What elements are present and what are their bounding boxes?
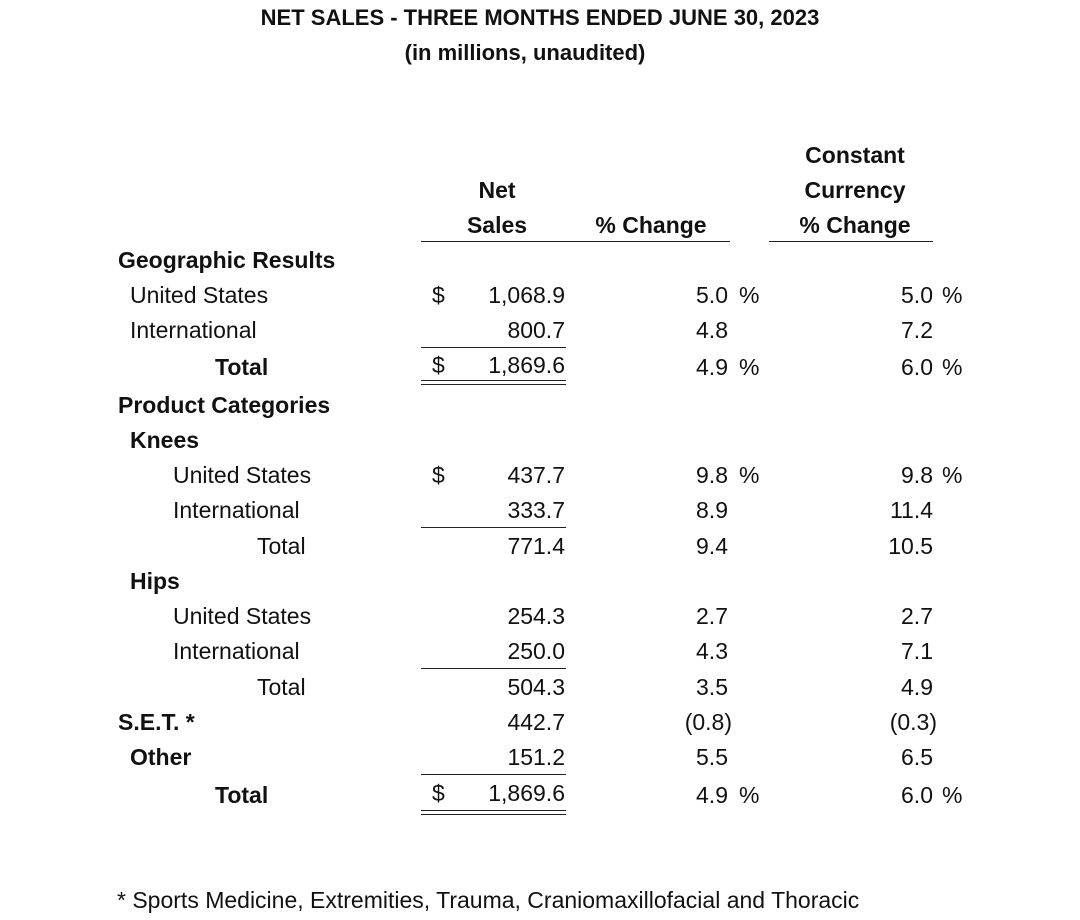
percent-sign: % [942, 282, 963, 308]
row-label: International [173, 497, 300, 523]
header-underline-cc [769, 241, 933, 242]
header-constant-currency-line1: Constant [805, 142, 905, 168]
cc-pct-change-value: 11.4 [889, 497, 933, 523]
header-underline [421, 241, 730, 242]
cc-pct-change-value: 6.0 [901, 354, 933, 380]
cc-pct-change-value: 6.0 [901, 782, 933, 808]
pct-change-value: 4.8 [696, 317, 728, 343]
header-net-sales-line2: Sales [466, 212, 528, 238]
header-pct-change: % Change [595, 212, 707, 238]
net-sales-value: 771.4 [507, 533, 565, 559]
footnote: * Sports Medicine, Extremities, Trauma, Craniomaxillofacial and Thoracic [117, 887, 860, 913]
row-label-total: Total [215, 354, 269, 380]
net-sales-value: 437.7 [507, 462, 565, 488]
report-title: NET SALES - THREE MONTHS ENDED JUNE 30, 2023 [260, 5, 820, 30]
currency-symbol: $ [432, 282, 445, 308]
net-sales-value: 151.2 [507, 744, 565, 770]
row-label: International [173, 638, 300, 664]
percent-sign: % [739, 282, 760, 308]
row-label: United States [173, 603, 312, 629]
row-label: United States [173, 462, 312, 488]
net-sales-value: 254.3 [507, 603, 565, 629]
total-double-rule [421, 380, 566, 385]
cc-pct-change-value: 10.5 [888, 533, 933, 559]
subtotal-rule [421, 527, 566, 528]
cc-pct-change-value: 5.0 [901, 282, 933, 308]
net-sales-value: 1,869.6 [488, 780, 565, 806]
cc-pct-change-value: 6.5 [901, 744, 933, 770]
row-label-grand-total: Total [215, 782, 269, 808]
pct-change-value: 3.5 [696, 674, 728, 700]
row-label-other: Other [130, 744, 192, 770]
percent-sign: % [942, 462, 963, 488]
pct-change-value: 4.3 [696, 638, 728, 664]
percent-sign: % [739, 354, 760, 380]
net-sales-value: 333.7 [507, 497, 565, 523]
percent-sign: % [739, 462, 760, 488]
net-sales-value: 800.7 [507, 317, 565, 343]
currency-symbol: $ [432, 462, 445, 488]
currency-symbol: $ [432, 780, 445, 806]
pct-change-value: 2.7 [696, 603, 728, 629]
currency-symbol: $ [432, 352, 445, 378]
pct-change-value: 4.9 [696, 354, 728, 380]
pct-change-value: 4.9 [696, 782, 728, 808]
row-label-set: S.E.T. * [118, 709, 195, 735]
row-label: United States [130, 282, 269, 308]
cc-pct-change-value: 7.2 [901, 317, 933, 343]
cc-pct-change-value: 2.7 [901, 603, 933, 629]
pct-change-value: 9.8 [696, 462, 728, 488]
subtotal-rule [421, 347, 566, 348]
net-sales-value: 250.0 [507, 638, 565, 664]
subtotal-rule [421, 774, 566, 775]
net-sales-value: 1,869.6 [488, 352, 565, 378]
pct-change-value: 5.0 [696, 282, 728, 308]
cc-pct-change-value: 9.8 [901, 462, 933, 488]
section-geographic-results: Geographic Results [118, 247, 336, 273]
cc-pct-change-value: 4.9 [901, 674, 933, 700]
pct-change-value: 5.5 [696, 744, 728, 770]
subsection-hips: Hips [130, 568, 180, 594]
subtotal-rule [421, 668, 566, 669]
cc-pct-change-value: (0.3) [889, 709, 937, 735]
percent-sign: % [942, 782, 963, 808]
report-subtitle: (in millions, unaudited) [404, 40, 646, 65]
header-net-sales-line1: Net [478, 177, 516, 203]
net-sales-value: 504.3 [507, 674, 565, 700]
total-double-rule [421, 810, 566, 815]
row-label-total: Total [257, 674, 306, 700]
percent-sign: % [739, 782, 760, 808]
row-label: International [130, 317, 257, 343]
header-constant-currency-line2: Currency [804, 177, 906, 203]
pct-change-value: 9.4 [696, 533, 728, 559]
net-sales-value: 1,068.9 [488, 282, 565, 308]
cc-pct-change-value: 7.1 [901, 638, 933, 664]
header-constant-currency-line3: % Change [799, 212, 911, 238]
pct-change-value: 8.9 [696, 497, 728, 523]
row-label-total: Total [257, 533, 306, 559]
percent-sign: % [942, 354, 963, 380]
subsection-knees: Knees [130, 427, 200, 453]
pct-change-value: (0.8) [684, 709, 732, 735]
section-product-categories: Product Categories [118, 392, 331, 418]
net-sales-value: 442.7 [507, 709, 565, 735]
